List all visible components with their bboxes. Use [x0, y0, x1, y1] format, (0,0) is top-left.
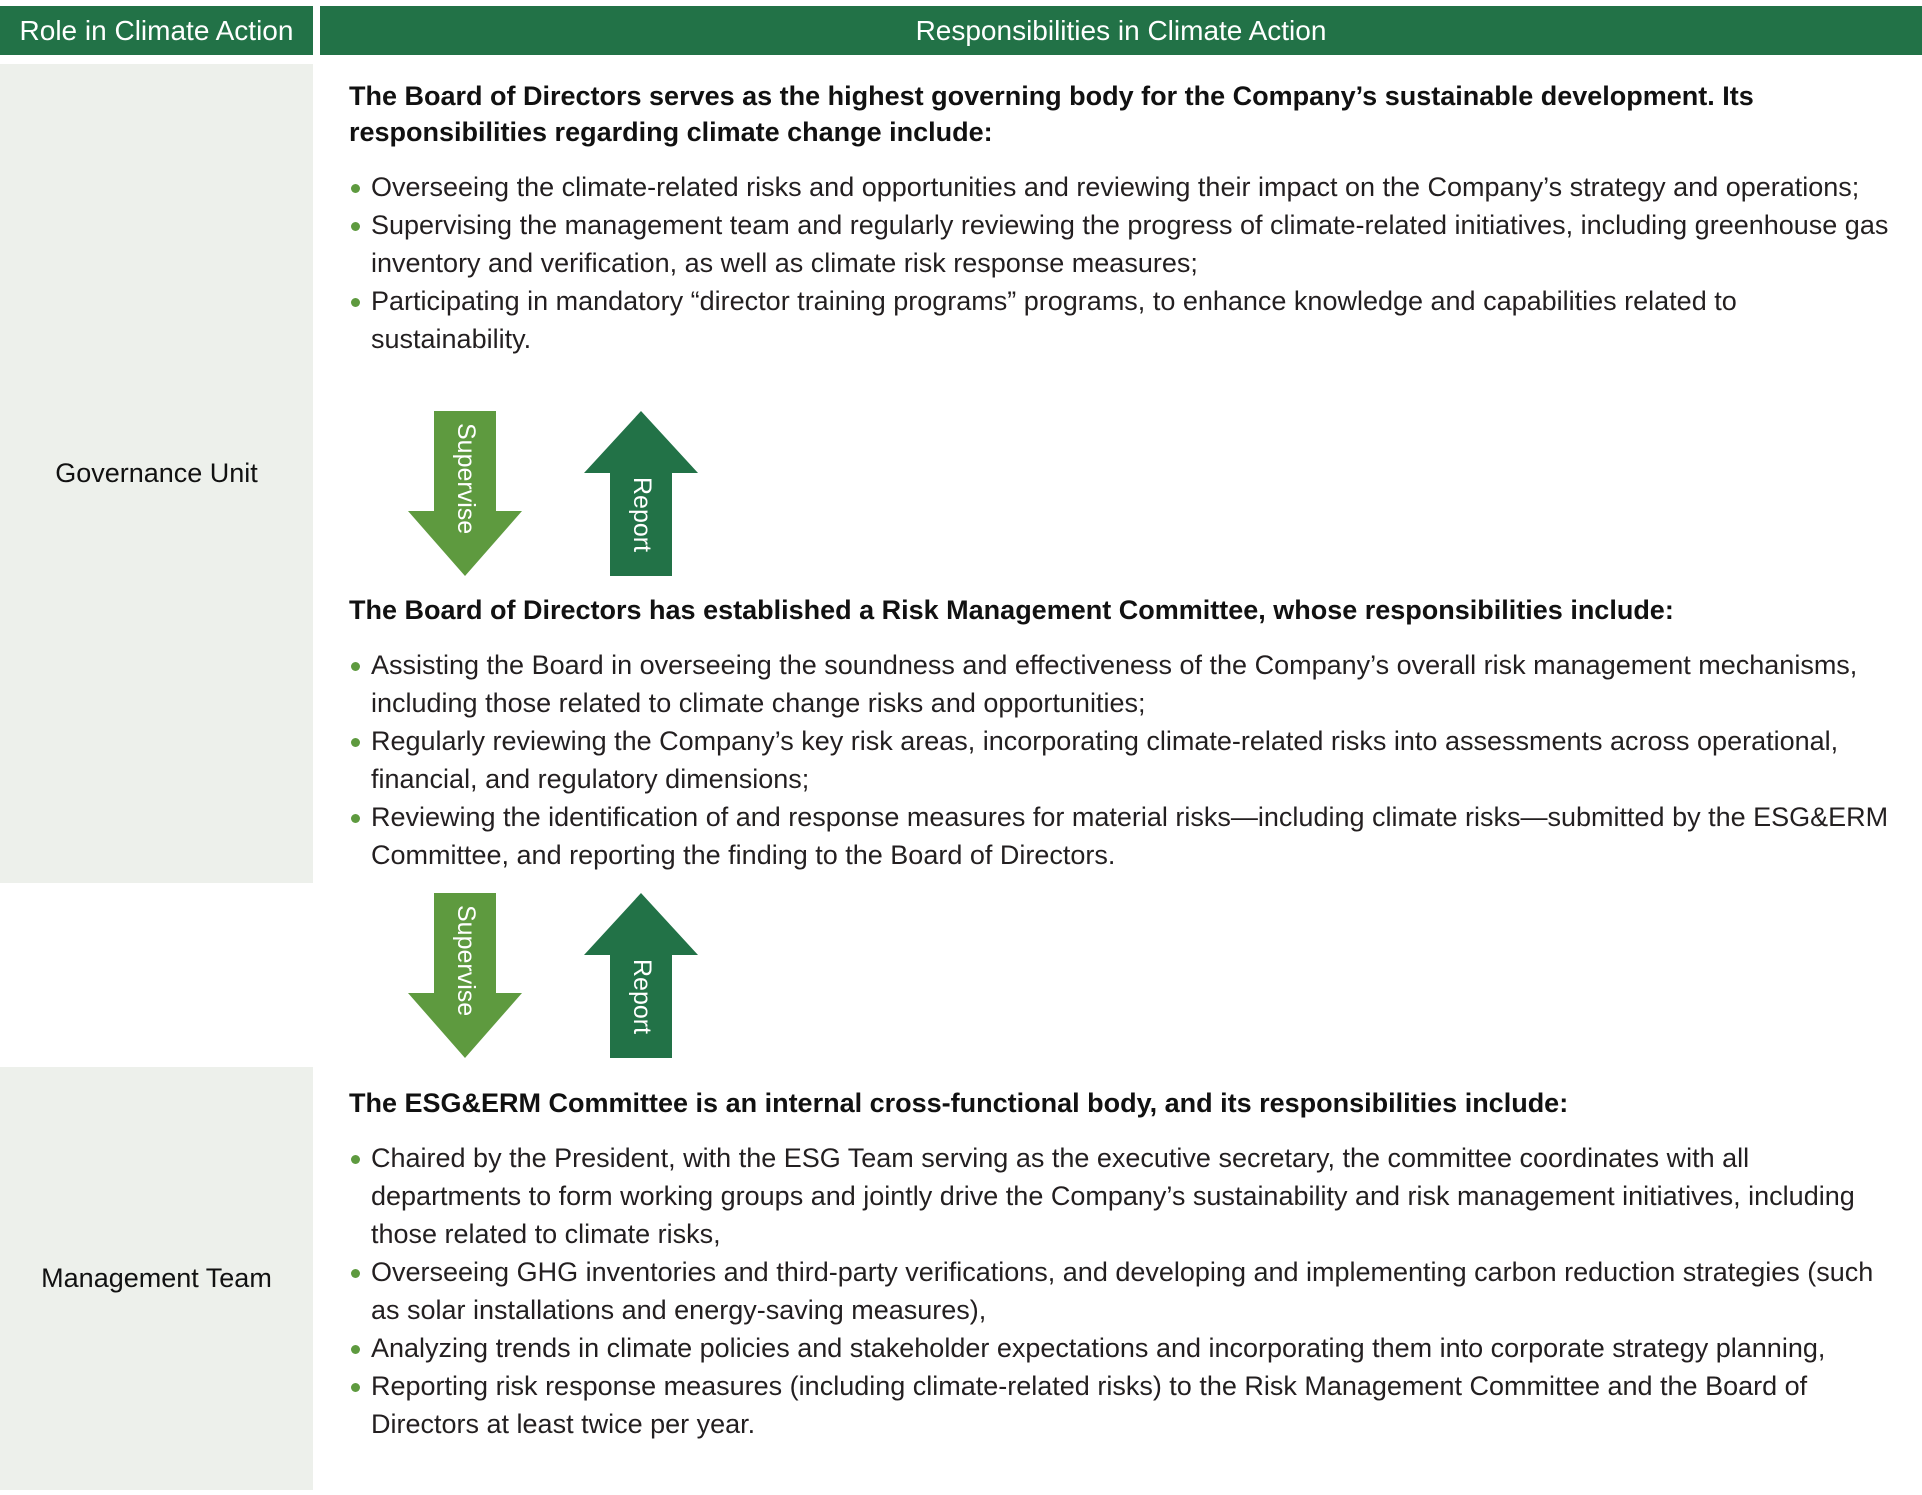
- esg-erm-committee-block: [349, 1085, 1889, 1443]
- role-label: Governance Unit: [55, 458, 258, 488]
- role-cell-governance-unit: [0, 64, 313, 883]
- report-label: Report: [628, 959, 656, 1035]
- supervise-arrow-down-icon: [408, 411, 522, 576]
- list-item: Participating in mandatory “director training programs” programs, to enhance knowledge and capabilities related to sustainability.: [349, 282, 1889, 358]
- list-item: Analyzing trends in climate policies and stakeholder expectations and incorporating them into corporate strategy planning,: [349, 1329, 1889, 1367]
- list-item: Reporting risk response measures (including climate-related risks) to the Risk Management Committee and the Board of Directors at least twice per year.: [349, 1367, 1889, 1443]
- report-arrow-up-icon: [584, 893, 698, 1058]
- responsibility-list: [349, 168, 1889, 358]
- responsibility-list: [349, 1139, 1889, 1443]
- report-label: Report: [628, 477, 656, 553]
- list-item: Supervising the management team and regularly reviewing the progress of climate-related initiatives, including greenhouse gas inventory and verification, as well as climate risk response measures;: [349, 206, 1889, 282]
- risk-management-committee-block: [349, 592, 1889, 874]
- block-heading: The Board of Directors has established a Risk Management Committee, whose responsibilities include:: [349, 595, 1674, 625]
- header-role-label: Role in Climate Action: [19, 14, 294, 46]
- role-cell-management-team: [0, 1067, 313, 1490]
- header-responsibilities-label: Responsibilities in Climate Action: [915, 14, 1327, 46]
- block-heading: The Board of Directors serves as the highest governing body for the Company’s sustainable development. Its responsibilities regarding climate change include:: [349, 81, 1754, 147]
- responsibility-list: [349, 646, 1889, 874]
- block-heading: The ESG&ERM Committee is an internal cross-functional body, and its responsibilities include:: [349, 1088, 1569, 1118]
- list-item: Assisting the Board in overseeing the soundness and effectiveness of the Company’s overall risk management mechanisms, including those related to climate change risks and opportunities;: [349, 646, 1889, 722]
- supervise-arrow-down-icon: [408, 893, 522, 1058]
- report-arrow-up-icon: [584, 411, 698, 576]
- supervise-label: Supervise: [452, 905, 480, 1017]
- role-label: Management Team: [41, 1263, 272, 1293]
- header-role-column: [0, 6, 313, 55]
- list-item: Regularly reviewing the Company’s key risk areas, incorporating climate-related risks into assessments across operational, financial, and regulatory dimensions;: [349, 722, 1889, 798]
- board-of-directors-block: [349, 78, 1889, 358]
- list-item: Reviewing the identification of and response measures for material risks—including climate risks—submitted by the ESG&ERM Committee, and reporting the finding to the Board of Directors.: [349, 798, 1889, 874]
- list-item: Chaired by the President, with the ESG Team serving as the executive secretary, the committee coordinates with all departments to form working groups and jointly drive the Company’s sustainability and risk management initiatives, including those related to climate risks,: [349, 1139, 1889, 1253]
- header-responsibilities-column: [320, 6, 1922, 55]
- list-item: Overseeing the climate-related risks and opportunities and reviewing their impact on the Company’s strategy and operations;: [349, 168, 1889, 206]
- list-item: Overseeing GHG inventories and third-party verifications, and developing and implementing carbon reduction strategies (such as solar installations and energy-saving measures),: [349, 1253, 1889, 1329]
- supervise-label: Supervise: [452, 423, 480, 535]
